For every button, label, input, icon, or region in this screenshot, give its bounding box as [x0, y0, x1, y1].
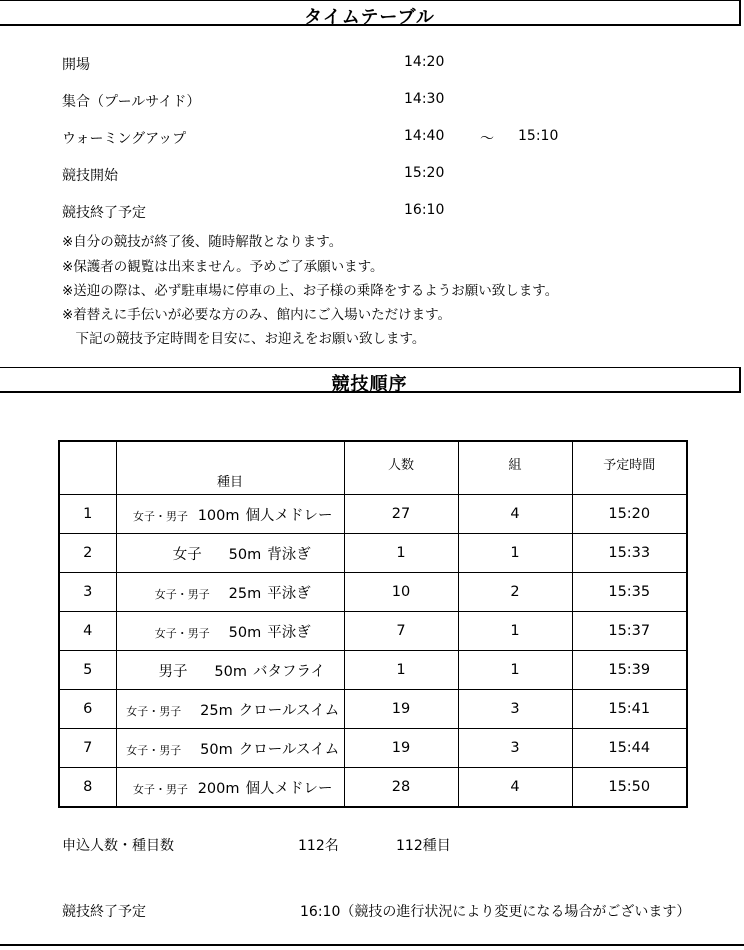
note-line: ※自分の競技が終了後、随時解散となります。 — [62, 234, 343, 250]
row-groups: 1 — [458, 612, 572, 651]
row-event — [116, 612, 344, 651]
schedule-time: 14:30 — [404, 91, 445, 107]
schedule-row — [0, 202, 744, 222]
schedule-row — [0, 91, 744, 111]
end-label: 競技終了予定 — [62, 904, 146, 920]
row-event — [116, 534, 344, 573]
row-people: 19 — [344, 690, 458, 729]
table-row — [59, 495, 687, 534]
row-people: 1 — [344, 534, 458, 573]
event-gender: 女子・男子 — [133, 509, 188, 523]
event-distance: 200m — [197, 780, 240, 797]
event-stroke: クロールスイム — [238, 702, 340, 719]
row-people: 19 — [344, 729, 458, 768]
schedule-label: 競技終了予定 — [62, 205, 146, 221]
entries-label: 申込人数・種目数 — [62, 838, 174, 854]
event-distance: 50m — [214, 663, 247, 680]
schedule-row — [0, 165, 744, 185]
header-no — [59, 441, 116, 495]
note-line: ※着替えに手伝いが必要な方のみ、館内にご入場いただけます。 — [62, 307, 452, 323]
row-groups: 1 — [458, 534, 572, 573]
schedule-label: 集合（プールサイド） — [62, 94, 201, 110]
row-no: 8 — [59, 768, 116, 808]
header-time: 予定時間 — [572, 441, 687, 495]
schedule-label: 競技開始 — [62, 168, 118, 184]
row-event — [116, 690, 344, 729]
order-table — [58, 440, 688, 808]
header-people: 人数 — [344, 441, 458, 495]
event-stroke: 背泳ぎ — [267, 546, 311, 563]
order-title: 競技順序 — [331, 374, 408, 395]
row-event — [116, 768, 344, 808]
row-no: 7 — [59, 729, 116, 768]
event-gender: 女子・男子 — [126, 743, 182, 757]
row-time: 15:33 — [572, 534, 687, 573]
row-people: 28 — [344, 768, 458, 808]
timetable-header — [0, 0, 741, 26]
order-header — [0, 367, 741, 393]
event-gender: 女子・男子 — [154, 626, 210, 640]
event-stroke: 個人メドレー — [245, 507, 333, 524]
row-time: 15:35 — [572, 573, 687, 612]
table-row — [59, 651, 687, 690]
row-time: 15:37 — [572, 612, 687, 651]
row-time: 15:39 — [572, 651, 687, 690]
schedule-row — [0, 128, 744, 148]
schedule-time: 16:10 — [404, 202, 445, 218]
event-distance: 50m — [228, 624, 262, 641]
row-no: 3 — [59, 573, 116, 612]
event-gender: 女子・男子 — [126, 704, 182, 718]
row-people: 27 — [344, 495, 458, 534]
time-range-separator: ～ — [480, 131, 494, 147]
schedule-time: 15:20 — [404, 165, 445, 181]
schedule-time: 14:20 — [404, 54, 445, 70]
row-time: 15:41 — [572, 690, 687, 729]
table-row — [59, 573, 687, 612]
event-stroke: 平泳ぎ — [267, 624, 311, 641]
row-groups: 3 — [458, 690, 572, 729]
entries-events: 112種目 — [396, 838, 451, 854]
timetable-title: タイムテーブル — [304, 7, 435, 28]
row-groups: 1 — [458, 651, 572, 690]
row-event — [116, 729, 344, 768]
table-row — [59, 534, 687, 573]
row-time: 15:50 — [572, 768, 687, 808]
header-groups: 組 — [458, 441, 572, 495]
row-event — [116, 651, 344, 690]
event-distance: 50m — [228, 546, 262, 563]
row-time: 15:44 — [572, 729, 687, 768]
row-no: 4 — [59, 612, 116, 651]
row-no: 5 — [59, 651, 116, 690]
table-row — [59, 768, 687, 808]
row-no: 2 — [59, 534, 116, 573]
note-line: ※保護者の観覧は出来ません。予めご了承願います。 — [62, 259, 384, 275]
event-distance: 25m — [228, 585, 262, 602]
row-people: 1 — [344, 651, 458, 690]
event-stroke: クロールスイム — [238, 741, 340, 758]
event-stroke: バタフライ — [252, 663, 326, 680]
event-distance: 25m — [200, 702, 233, 719]
event-stroke: 平泳ぎ — [267, 585, 311, 602]
event-distance: 50m — [200, 741, 233, 758]
row-people: 7 — [344, 612, 458, 651]
schedule-label: 開場 — [62, 57, 90, 73]
table-row — [59, 690, 687, 729]
event-gender: 女子・男子 — [133, 782, 188, 796]
row-groups: 3 — [458, 729, 572, 768]
event-distance: 100m — [197, 507, 240, 524]
end-value: 16:10（競技の進行状況により変更になる場合がございます） — [300, 904, 691, 920]
event-gender: 女子 — [172, 546, 202, 563]
event-stroke: 個人メドレー — [245, 780, 333, 797]
schedule-time-end: 15:10 — [518, 128, 559, 144]
schedule-time: 14:40 — [404, 128, 445, 144]
bottom-rule — [0, 944, 744, 946]
row-groups: 4 — [458, 495, 572, 534]
row-no: 1 — [59, 495, 116, 534]
header-event: 種目 — [116, 441, 344, 495]
row-time: 15:20 — [572, 495, 687, 534]
row-event — [116, 573, 344, 612]
row-people: 10 — [344, 573, 458, 612]
entries-people: 112名 — [298, 838, 339, 854]
event-gender: 女子・男子 — [154, 587, 210, 601]
row-groups: 2 — [458, 573, 572, 612]
event-gender: 男子 — [158, 663, 188, 680]
row-event — [116, 495, 344, 534]
row-no: 6 — [59, 690, 116, 729]
table-header-row — [59, 441, 687, 495]
note-line: ※送迎の際は、必ず駐車場に停車の上、お子様の乗降をするようお願い致します。 — [62, 283, 559, 299]
schedule-label: ウォーミングアップ — [62, 131, 187, 147]
table-row — [59, 729, 687, 768]
schedule-row — [0, 54, 744, 74]
row-groups: 4 — [458, 768, 572, 808]
table-row — [59, 612, 687, 651]
note-line: 下記の競技予定時間を目安に、お迎えをお願い致します。 — [62, 331, 426, 347]
